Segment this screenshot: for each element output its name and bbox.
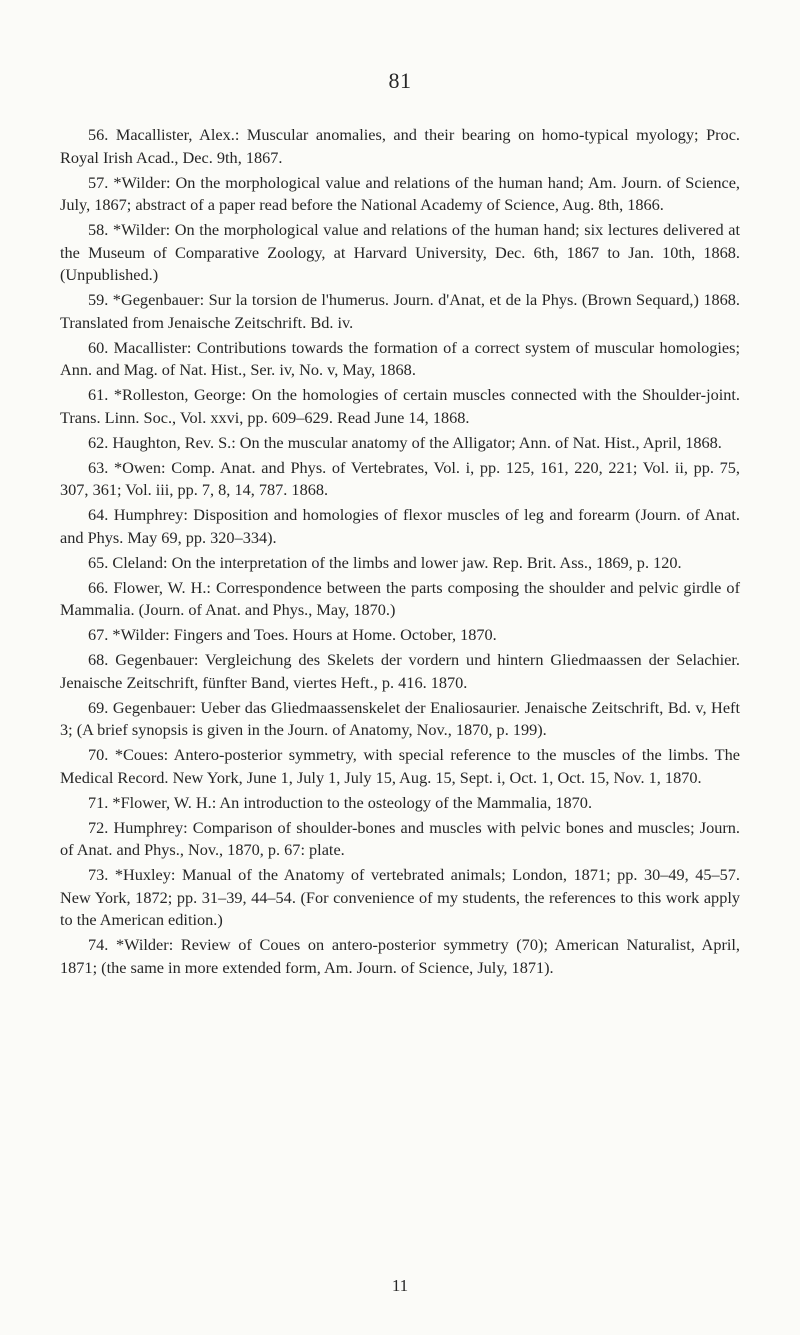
- bibliography-entry-64: 64. Humphrey: Disposition and homologies of flexor muscles of leg and forearm (Journ. of Anat. and Phys. May 69, pp. 320–334).: [60, 505, 740, 547]
- bibliography-entry-56: 56. Macallister, Alex.: Muscular anomalies, and their bearing on homo-typical myology; Proc. Royal Irish Acad., Dec. 9th, 1867.: [60, 125, 740, 167]
- bibliography-entry-65: 65. Cleland: On the interpretation of the limbs and lower jaw. Rep. Brit. Ass., 1869, p. 120.: [88, 552, 682, 572]
- bibliography-entry-57: 57. *Wilder: On the morphological value and relations of the human hand; Am. Journ. of Science, July, 1867; abstract of a paper read before the National Academy of Science, Aug. 8th, 1866.: [60, 172, 740, 214]
- bibliography-entry-62: 62. Haughton, Rev. S.: On the muscular anatomy of the Alligator; Ann. of Nat. Hist., April, 1868.: [88, 432, 722, 452]
- bibliography-entry-68: 68. Gegenbauer: Vergleichung des Skelets der vordern und hintern Gliedmaassen der Selachier. Jenaische Zeitschrift, fünfter Band, viertes Heft., p. 416. 1870.: [60, 650, 740, 692]
- bibliography-entry-66: 66. Flower, W. H.: Correspondence between the parts composing the shoulder and pelvic girdle of Mammalia. (Journ. of Anat. and Phys., May, 1870.): [60, 577, 740, 619]
- bibliography-entry-63: 63. *Owen: Comp. Anat. and Phys. of Vertebrates, Vol. i, pp. 125, 161, 220, 221; Vol. ii, pp. 75, 307, 361; Vol. iii, pp. 7, 8, 14, 787. 1868.: [60, 457, 740, 499]
- bibliography-entry-74: 74. *Wilder: Review of Coues on antero-posterior symmetry (70); American Naturalist, April, 1871; (the same in more extended form, Am. Journ. of Science, July, 1871).: [60, 935, 740, 977]
- page-number: 81: [388, 68, 412, 93]
- bibliography-entry-70: 70. *Coues: Antero-posterior symmetry, with special reference to the muscles of the limbs. The Medical Record. New York, June 1, July 1, July 15, Aug. 15, Sept. i, Oct. 1, Oct. 15, Nov. 1, 1870.: [60, 745, 740, 787]
- bibliography-entry-72: 72. Humphrey: Comparison of shoulder-bones and muscles with pelvic bones and muscles; Journ. of Anat. and Phys., Nov., 1870, p. 67: plate.: [60, 817, 740, 859]
- bibliography-entry-69: 69. Gegenbauer: Ueber das Gliedmaassenskelet der Enaliosaurier. Jenaische Zeitschrift, Bd. v, Heft 3; (A brief synopsis is given in the Journ. of Anatomy, Nov., 1870, p. 199).: [60, 697, 740, 739]
- bibliography-entry-67: 67. *Wilder: Fingers and Toes. Hours at Home. October, 1870.: [88, 625, 497, 644]
- bibliography-entry-71: 71. *Flower, W. H.: An introduction to the osteology of the Mammalia, 1870.: [88, 792, 593, 812]
- signature-mark: 11: [391, 1276, 409, 1295]
- bibliography-list: [60, 124, 740, 982]
- bibliography-entry-58: 58. *Wilder: On the morphological value and relations of the human hand; six lectures delivered at the Museum of Comparative Zoology, at Harvard University, Dec. 6th, 1867 to Jan. 10th, 1868. (Unpublished.): [60, 220, 740, 284]
- bibliography-entry-59: 59. *Gegenbauer: Sur la torsion de l'humerus. Journ. d'Anat, et de la Phys. (Brown Sequard,) 1868. Translated from Jenaische Zeitschrift. Bd. iv.: [60, 290, 740, 332]
- bibliography-entry-61: 61. *Rolleston, George: On the homologies of certain muscles connected with the Shoulder-joint. Trans. Linn. Soc., Vol. xxvi, pp. 609–629. Read June 14, 1868.: [60, 385, 740, 427]
- bibliography-entry-73: 73. *Huxley: Manual of the Anatomy of vertebrated animals; London, 1871; pp. 30–49, 45–57. New York, 1872; pp. 31–39, 44–54. (For convenience of my students, the references to this work apply to the American edition.): [60, 865, 740, 929]
- bibliography-entry-60: 60. Macallister: Contributions towards the formation of a correct system of muscular homologies; Ann. and Mag. of Nat. Hist., Ser. iv, No. v, May, 1868.: [60, 337, 740, 379]
